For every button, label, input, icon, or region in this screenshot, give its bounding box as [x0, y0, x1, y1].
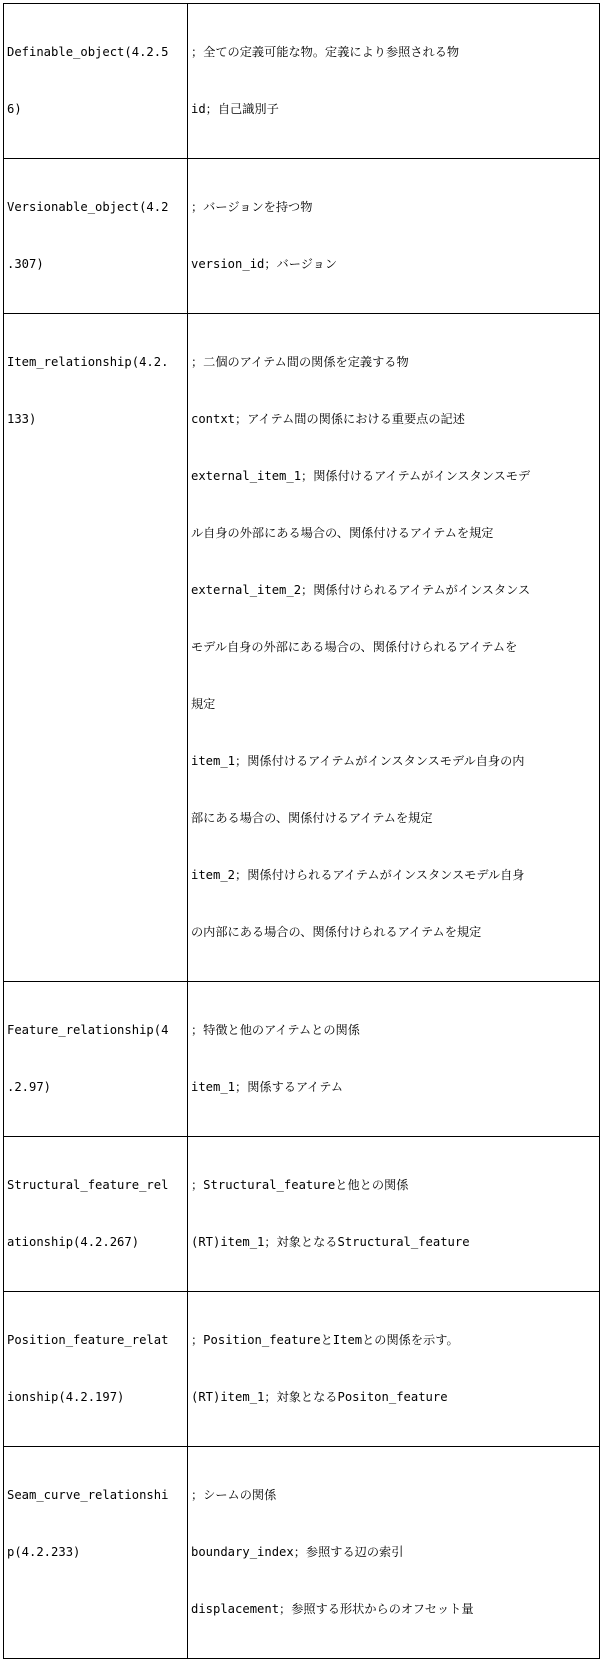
description-line: version_id；バージョン	[191, 257, 338, 271]
description-line: boundary_index；参照する辺の索引	[191, 1545, 404, 1559]
entity-name-cell	[4, 982, 188, 1137]
description-line: external_item_2；関係付けられるアイテムがインスタンス	[191, 583, 531, 597]
entity-description-cell	[188, 1137, 600, 1292]
entity-name-cell	[4, 1137, 188, 1292]
description-line: item_1；関係付けるアイテムがインスタンスモデル自身の内	[191, 754, 525, 768]
description-line: external_item_1；関係付けるアイテムがインスタンスモデ	[191, 469, 531, 483]
table-row	[4, 982, 600, 1137]
description-line: id；自己識別子	[191, 102, 279, 116]
entity-name-line: .2.97)	[7, 1080, 52, 1094]
description-line: contxt；アイテム間の関係における重要点の記述	[191, 412, 465, 426]
entity-name-line: 133)	[7, 412, 37, 426]
description-line: 部にある場合の、関係付けるアイテムを規定	[191, 811, 433, 825]
entity-name-line: Item_relationship(4.2.	[7, 355, 169, 369]
entity-description-cell	[188, 159, 600, 314]
description-line: の内部にある場合の、関係付けられるアイテムを規定	[191, 925, 482, 939]
entity-name-line: Seam_curve_relationshi	[7, 1488, 169, 1502]
description-line: item_1；関係するアイテム	[191, 1080, 344, 1094]
table-row	[4, 1447, 600, 1659]
entity-name-line: ionship(4.2.197)	[7, 1390, 125, 1404]
entity-name-line: Versionable_object(4.2	[7, 200, 169, 214]
description-line: (RT)item_1；対象となるPositon_feature	[191, 1390, 448, 1404]
entity-description-cell	[188, 1292, 600, 1447]
description-line: ；シームの関係	[191, 1488, 277, 1502]
entity-name-line: p(4.2.233)	[7, 1545, 81, 1559]
entity-name-line: 6)	[7, 102, 22, 116]
table-row	[4, 1137, 600, 1292]
description-line: displacement；参照する形状からのオフセット量	[191, 1602, 474, 1616]
table-row	[4, 4, 600, 159]
entity-name-line: Definable_object(4.2.5	[7, 45, 169, 59]
description-line: ；Position_featureとItemとの関係を示す。	[191, 1333, 459, 1347]
entity-description-cell	[188, 314, 600, 982]
description-line: ；Structural_featureと他との関係	[191, 1178, 409, 1192]
entity-name-cell	[4, 4, 188, 159]
description-line: (RT)item_1；対象となるStructural_feature	[191, 1235, 470, 1249]
table-row	[4, 159, 600, 314]
entity-name-line: .307)	[7, 257, 44, 271]
entity-description-cell	[188, 1447, 600, 1659]
table-row	[4, 1292, 600, 1447]
entity-name-cell	[4, 1447, 188, 1659]
entity-name-line: Position_feature_relat	[7, 1333, 169, 1347]
table-row	[4, 314, 600, 982]
entity-name-line: ationship(4.2.267)	[7, 1235, 140, 1249]
description-line: ；二個のアイテム間の関係を定義する物	[191, 355, 409, 369]
entity-name-cell	[4, 314, 188, 982]
entity-name-cell	[4, 159, 188, 314]
entity-name-line: Structural_feature_rel	[7, 1178, 169, 1192]
description-line: ；特徴と他のアイテムとの関係	[191, 1023, 360, 1037]
description-line: ；バージョンを持つ物	[191, 200, 313, 214]
entity-name-cell	[4, 1292, 188, 1447]
entity-description-cell	[188, 982, 600, 1137]
description-line: item_2；関係付けられるアイテムがインスタンスモデル自身	[191, 868, 525, 882]
definitions-table	[3, 3, 600, 1659]
description-line: ル自身の外部にある場合の、関係付けるアイテムを規定	[191, 526, 494, 540]
entity-description-cell	[188, 4, 600, 159]
description-line: モデル自身の外部にある場合の、関係付けられるアイテムを	[191, 640, 518, 654]
description-line: 規定	[191, 697, 216, 711]
description-line: ；全ての定義可能な物。定義により参照される物	[191, 45, 460, 59]
entity-name-line: Feature_relationship(4	[7, 1023, 169, 1037]
